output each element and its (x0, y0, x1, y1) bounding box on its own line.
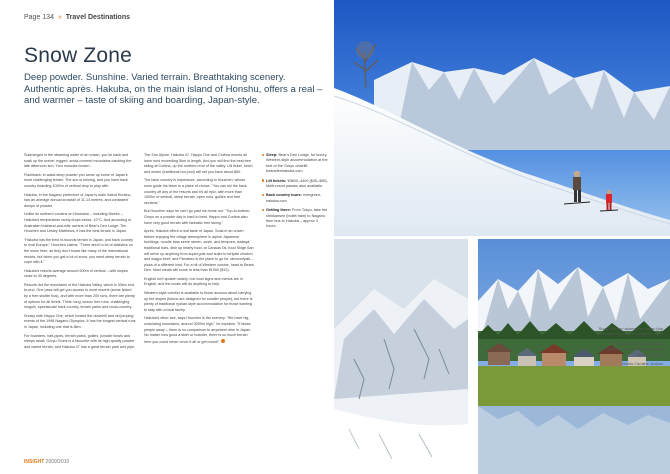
bullet-icon (262, 209, 264, 211)
page-footer (24, 459, 69, 465)
sidebar-item-label: Back country tours: (266, 193, 302, 198)
paragraph: Unlike its northern cousins on Hokkaido – including Niseko – Hakuba's temperature rarely drops below -10°C. And according to Australian husband-and-wife owners of Bear's Den Lodge, Tim Houchen and Lesley Matthews, it has the best terrain in Japan. (24, 212, 132, 234)
caption-words: Words Caroline Jenkins (621, 361, 663, 367)
sidebar-item-lift-tickets (262, 179, 328, 190)
paragraph: The back country is impressive, according to Houchen, whose sons guide his team to a place of choice. "You can ski the back country off any of the resorts and it's all epic, with more than 1000m of vertical, steep terrain, open runs, gullies and tree sections." (144, 178, 247, 205)
paragraph: For boarders, half-pipes, terrain parks, gullies, powder bowls and steeps await. Goryu Toomi is a favourite with its high-quality powder and varied terrain, and Hakuba 47 has a great terrain park and pipe. (24, 333, 136, 349)
main-photo-illustration (334, 0, 670, 236)
running-header (24, 14, 130, 21)
page-number: Page 134 (24, 14, 54, 21)
end-mark-icon (221, 339, 225, 343)
paragraph: But Houchen says he can't go past his home run: "Top-to-bottom, Goryu on a powder day is hard to beat. Happo and Cortina also have very good terrain with fantastic tree skiing." (144, 209, 251, 225)
paragraph: Western-style comfort is available to those anxious about carrying up the slopes (futons are designed for smaller people), but there is plenty of traditional ryokan-style accommodation for those wanting to stay with a local family. (144, 291, 253, 312)
paragraph: Flashback: in waist-deep powder you came up some of Japan's most challenging terrain. The sun is shining, and you have back country boarding 1000m of vertical drop to play with. (24, 172, 128, 188)
sidebar-item-back-country (262, 193, 328, 204)
paragraph: Hakuba's resorts average around 900m of vertical – with slopes close to 40 degrees. (24, 268, 128, 279)
bullet-icon (262, 179, 264, 181)
bullet-icon (262, 154, 264, 156)
body-column-1 (24, 153, 136, 453)
body-column-2 (144, 153, 254, 445)
section-name: Travel Destinations (65, 14, 130, 21)
paragraph-text: Hakuba's other ace, says Houchen is the scenery. "We have big, undulating mountains, around 3000m high," he explains. "It blows people away – there is no comparison to anywhere else in Japan. No matter how good a skier or boarder, there is so much terrain here you could never cover it all or get bored!" (144, 316, 252, 344)
sidebar-item-label: Lift tickets: (266, 178, 287, 183)
bullet-icon (262, 194, 264, 196)
mountain-photo-illustration (334, 239, 468, 474)
paragraph: Après, Hakuba offers a real taste of Japan. Soak in an onsen before enjoying the village atmosphere in alpine Japanese buildings: noodle bars serve ramen, sushi, and tempura; izakaya, traditional bars, dish up hearty food; at Canada Tai, food Shige San will serve up anything from squid guts and sushi to teriyaki chicken and wagyu beef; and Picnakeo is the place to go for okonomiyaki – pizza of a different kind. For a hit of Western cuisine, head to Bears Den. Most meals will come to less than ¥1000 ($12). (144, 229, 254, 273)
paragraph: "Hakuba has the best in-bounds terrain in Japan, and back country to rival Europe," Houchen claims. "There aren't a lot of statistics on the snow here, as they don't boast like many of the international resorts, but when you get a lot of snow, you need steep terrain to cope with it." (24, 237, 133, 265)
paragraph: Hakuba, in the Nagano prefecture of Japan's main island Honshu, has an average annual snowfall of 11-14 metres, and consistent dumps of powder. (24, 192, 132, 208)
sidebar-item-getting-there (262, 208, 328, 230)
right-page (333, 0, 670, 474)
sidebar-item-label: Getting there: (266, 208, 291, 213)
caption-line: Snow and sun adorns the slopes (top and right) and in the village (far right) (598, 326, 663, 337)
photo-caption (593, 326, 663, 370)
left-page (0, 0, 333, 474)
sidebar-item-text: From Tokyo, take the shinkansen (bullet train) to Nagano, then bus to Hakuba – approx 3 hours. (266, 208, 328, 229)
paragraph: Snowy side Happo One, which hosted the downhill and ski jumping events of the 1998 Nagano Olympics. It has the longest vertical runs in Japan, including one that is 8km. (24, 313, 136, 330)
skier-on-snowy-slope-photo (334, 0, 670, 236)
arrow-icon: » (57, 14, 62, 21)
sidebar-item-label: Sleep: (266, 153, 278, 157)
sidebar-item-text: Bear's Den Lodge, for luxury, Western-style accommodation at the foot of the Goryu chairlift. bearsdenhakuba.com (266, 153, 328, 174)
paragraph: Submerged in the steaming water of an onsen, you lie back and soak up the scene: rugged, snow-covered mountains catching the late afternoon sun. Your muscles loosen... (24, 153, 132, 169)
caption-credits: Photos Tim Houchen (skiing); iStockphoto.com (mountain); Hakuba village (village) (598, 340, 663, 357)
paragraph (144, 316, 254, 345)
article-title: Snow Zone (24, 44, 133, 67)
snow-covered-mountain-photo (334, 239, 468, 474)
sidebar-item-text: ¥3800–4400 ($45–$55). Multi-resort passes also available. (266, 178, 328, 189)
standfirst: Deep powder. Sunshine. Varied terrain. Breathtaking scenery. Authentic après. Hakuba, on the main island of Honshu, offers a real – and warmer – taste of skiing and boarding, Japan-style. (24, 72, 323, 107)
paragraph: English isn't spoken widely, but most signs and menus are in English, and the locals will do anything to help. (144, 276, 243, 287)
paragraph: The Sun Alpine, Hakuba 47, Happo One and Cortina resorts all have runs exceeding 5km in length. And you will find the best tree skiing at Cortina, up the northern end of the valley. Lift ticket, lunch and onsen (traditional hot pool) will set you back about $60. (144, 153, 253, 174)
sidebar-item-text: evergreen-hakuba.com (266, 193, 322, 203)
fact-sidebar (262, 153, 328, 234)
sidebar-item-sleep (262, 153, 328, 175)
issue-date: 2009/2010 (45, 459, 70, 465)
paragraph: Resorts dot the mountains of the Hakuba Valley, which is 30km end-to-end. One pass will get you access to most resorts (some linked by a free shuttle bus), and with more than 200 runs, there are plenty of options for all levels. Think: long, scenic tree runs, challenging moguls, spectacular back country, terrain parks and cross-country. (24, 282, 136, 310)
magazine-name: INSIGHT (24, 459, 45, 465)
